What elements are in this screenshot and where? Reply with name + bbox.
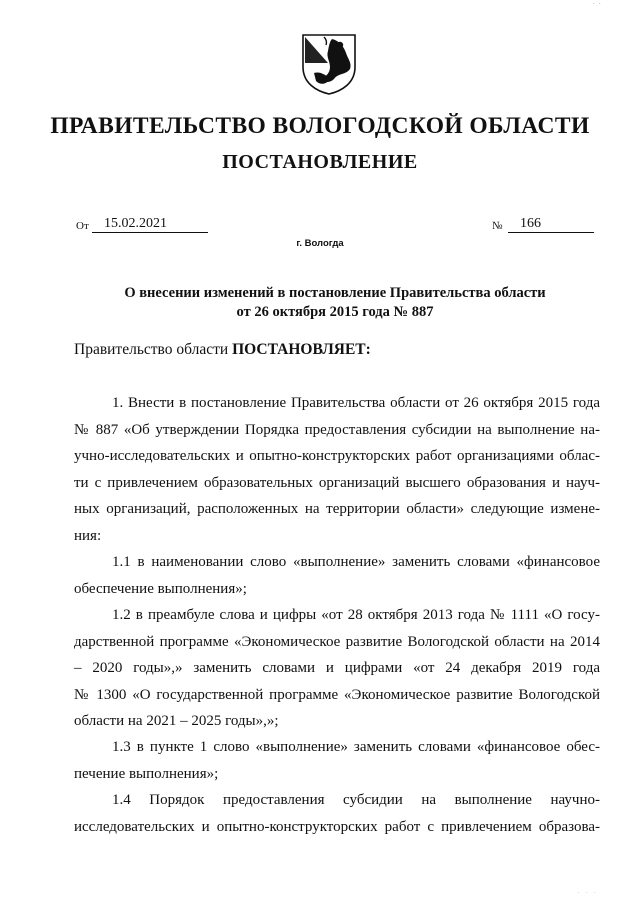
text-line: № 887 «Об утверждении Порядка предоставления субсидии на выполнение на- — [74, 421, 600, 438]
preamble-text: Правительство области — [74, 341, 233, 358]
paragraph-1 — [74, 390, 600, 549]
text-line: дарственной программе «Экономическое развитие Вологодской области на 2014 — [74, 633, 600, 650]
text-line: исследовательских и опытно-конструкторских работ с привлечением образова- — [74, 818, 600, 835]
paragraph-1-2 — [74, 602, 600, 735]
document-number: 166 — [508, 216, 594, 233]
text-line: – 2020 годы»,» заменить словами и цифрами «от 24 декабря 2019 года — [74, 660, 600, 676]
text-line: 1.4 Порядок предоставления субсидии на выполнение научно- — [112, 792, 600, 808]
text-line: ных организаций, расположенных на территории области» следующие измене- — [74, 501, 600, 517]
text-line: № 1300 «О государственной программе «Экономическое развитие Вологодской — [74, 686, 600, 703]
text-line: печение выполнения»; — [74, 765, 219, 782]
scan-mark-top: · · — [592, 0, 602, 8]
text-line: ния: — [74, 527, 102, 544]
preamble-decree: ПОСТАНОВЛЯЕТ: — [232, 341, 371, 358]
text-line: 1.1 в наименовании слово «выполнение» заменить словами «финансовое — [112, 554, 600, 570]
text-line: 1.2 в преамбуле слова и цифры «от 28 октября 2013 года № 1111 «О госу- — [112, 607, 600, 623]
vologda-coat-of-arms-icon — [300, 33, 358, 95]
text-line: 1. Внести в постановление Правительства области от 26 октября 2015 года — [112, 395, 600, 411]
paragraph-1-3 — [74, 734, 600, 787]
document-type: ПОСТАНОВЛЕНИЕ — [222, 151, 418, 173]
date-number-row — [0, 216, 640, 238]
city-label: г. Вологда — [296, 238, 344, 249]
organization-title: ПРАВИТЕЛЬСТВО ВОЛОГОДСКОЙ ОБЛАСТИ — [50, 113, 590, 139]
text-line: обеспечение выполнения»; — [74, 580, 247, 597]
heading-line: от 26 октября 2015 года № 887 — [236, 304, 434, 320]
paragraph-1-1 — [74, 549, 600, 602]
scan-mark-bottom: · · · — [577, 889, 598, 897]
number-prefix: № — [492, 220, 503, 232]
paragraph-1-4 — [74, 787, 600, 840]
heading-line: О внесении изменений в постановление Правительства области — [124, 285, 546, 301]
text-line: учно-исследовательских и опытно-конструкторских работ организациями облас- — [74, 448, 600, 464]
preamble — [74, 341, 371, 359]
document-heading — [80, 284, 590, 322]
text-line: области на 2021 – 2025 годы»,»; — [74, 713, 279, 729]
text-line: ти с привлечением образовательных организаций высшего образования и науч- — [74, 474, 600, 491]
document-date: 15.02.2021 — [92, 216, 208, 233]
date-prefix: От — [76, 220, 89, 232]
text-line: 1.3 в пункте 1 слово «выполнение» заменить словами «финансовое обес- — [112, 739, 600, 755]
